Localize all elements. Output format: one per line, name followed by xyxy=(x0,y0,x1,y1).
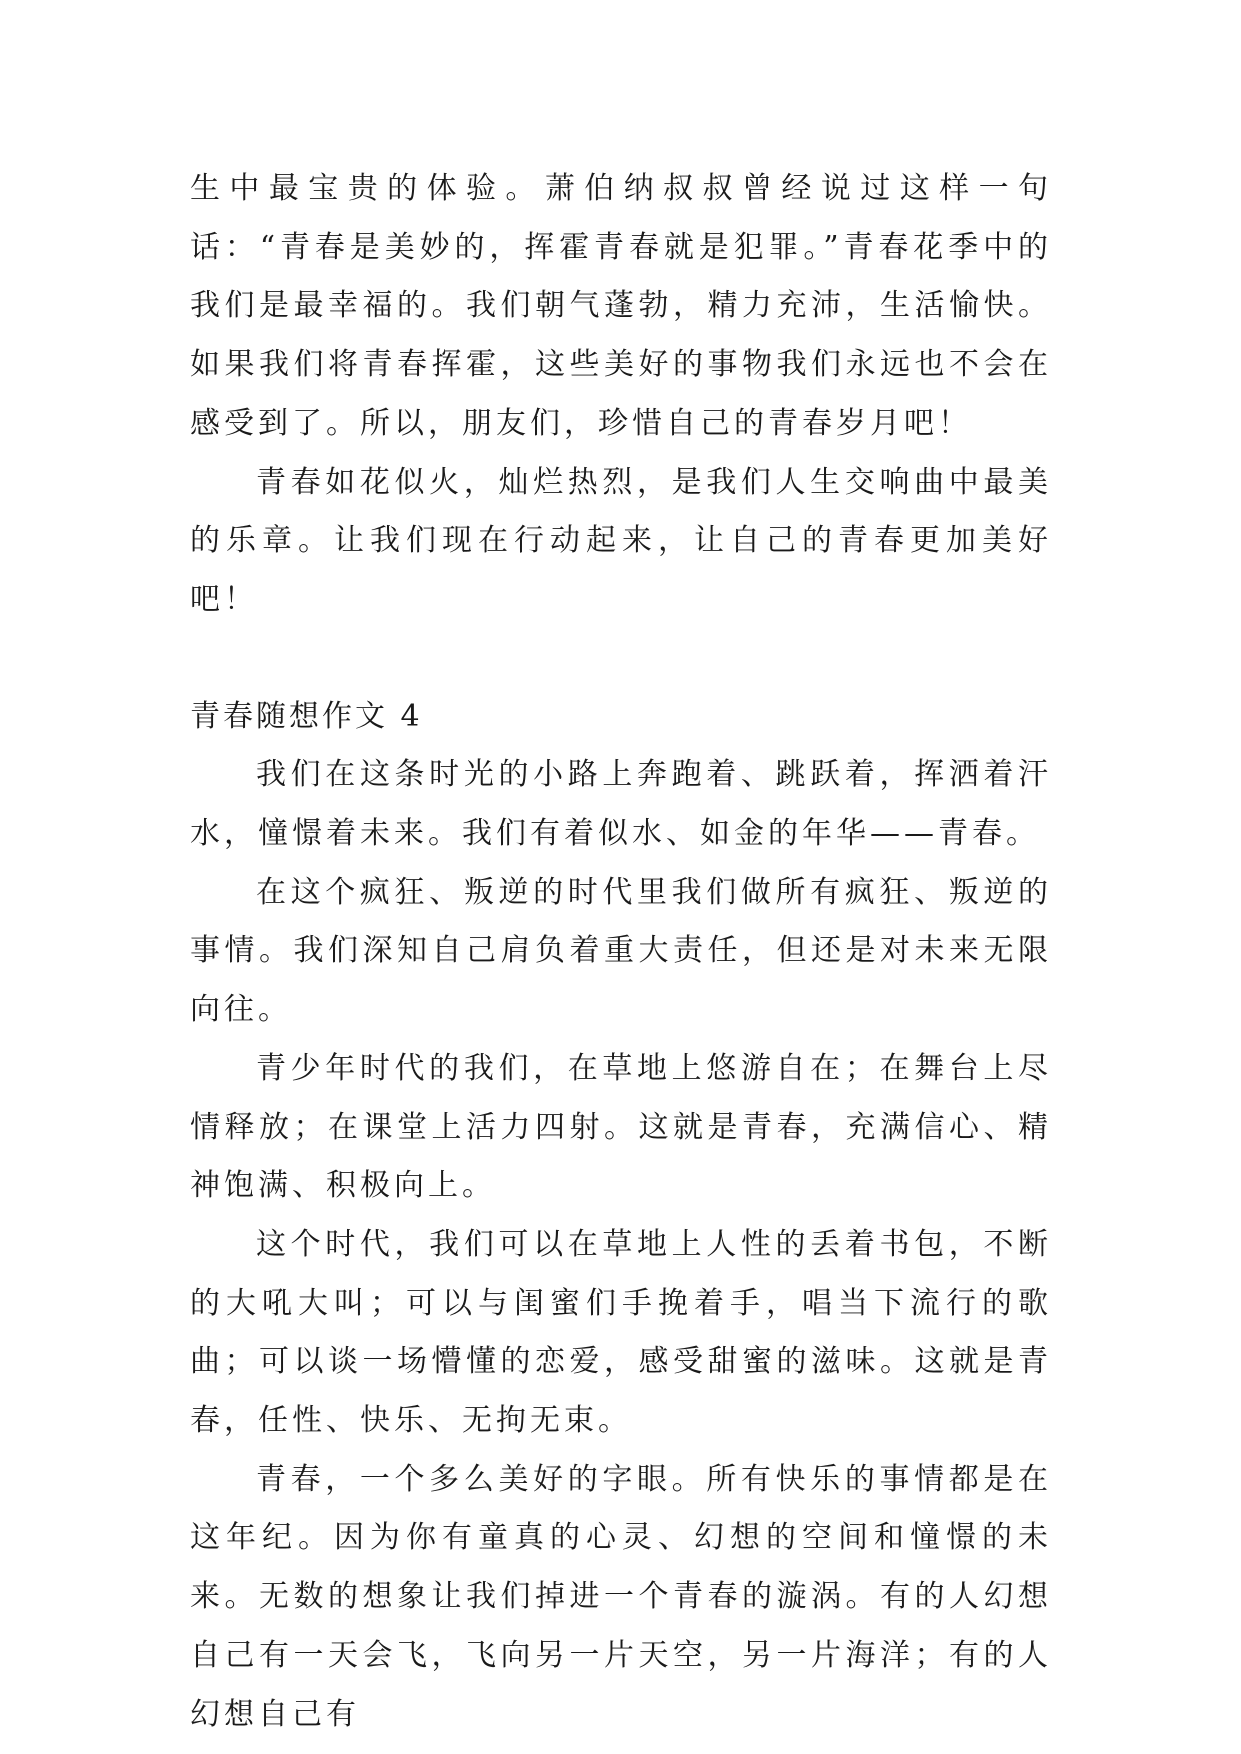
paragraph: 在这个疯狂、叛逆的时代里我们做所有疯狂、叛逆的事情。我们深知自己肩负着重大责任，但还是对未来无限向往。 xyxy=(190,874,1052,1028)
paragraph: 我们在这条时光的小路上奔跑着、跳跃着，挥洒着汗水，憧憬着未来。我们有着似水、如金的年华——青春。 xyxy=(190,757,1052,852)
document-body xyxy=(190,160,1052,1744)
paragraph-continued: 生中最宝贵的体验。萧伯纳叔叔曾经说过这样一句话：“青春是美妙的，挥霍青春就是犯罪。”青春花季中的我们是最幸福的。我们朝气蓬勃，精力充沛，生活愉快。如果我们将青春挥霍，这些美好的事物我们永远也不会在感受到了。所以，朋友们，珍惜自己的青春岁月吧！ xyxy=(190,171,1052,441)
paragraph: 这个时代，我们可以在草地上人性的丢着书包，不断的大吼大叫；可以与闺蜜们手挽着手，唱当下流行的歌曲；可以谈一场懵懂的恋爱，感受甜蜜的滋味。这就是青春，任性、快乐、无拘无束。 xyxy=(190,1226,1052,1439)
paragraph: 青少年时代的我们，在草地上悠游自在；在舞台上尽情释放；在课堂上活力四射。这就是青春，充满信心、精神饱满、积极向上。 xyxy=(190,1050,1052,1204)
section-title: 青春随想作文 4 xyxy=(190,698,423,734)
paragraph: 青春如花似火，灿烂热烈，是我们人生交响曲中最美的乐章。让我们现在行动起来，让自己的青春更加美好吧！ xyxy=(190,464,1052,617)
paragraph: 青春，一个多么美好的字眼。所有快乐的事情都是在这年纪。因为你有童真的心灵、幻想的空间和憧憬的未来。无数的想象让我们掉进一个青春的漩涡。有的人幻想自己有一天会飞，飞向另一片天空，另一片海洋；有的人幻想自己有 xyxy=(190,1461,1052,1732)
